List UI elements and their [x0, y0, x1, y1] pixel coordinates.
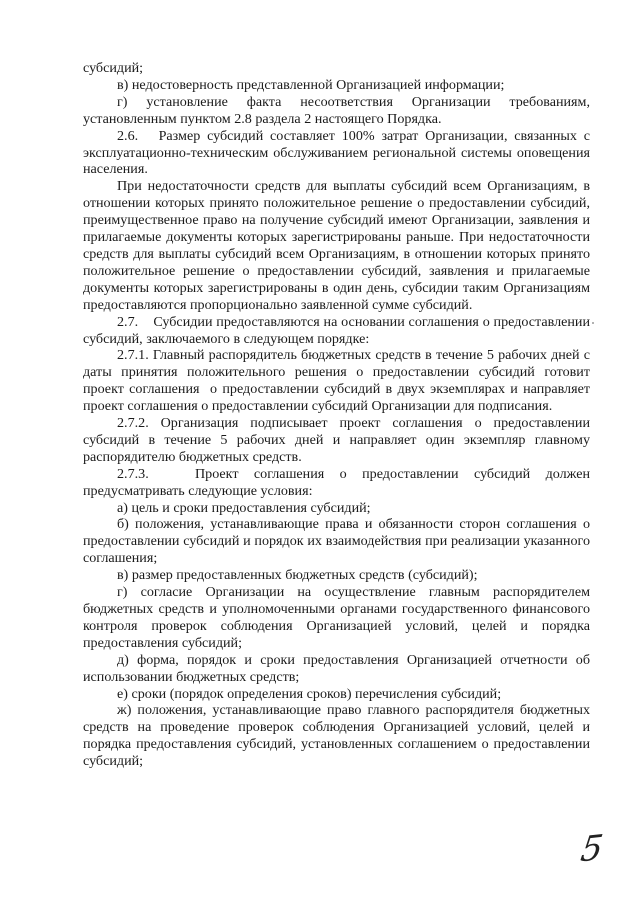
paragraph-continuation: субсидий;	[83, 60, 144, 76]
paragraph-2-7-1: 2.7.1. Главный распорядитель бюджетных средств в течение 5 рабочих дней с даты принятия положительного решения о предоставлении субсидий готовит проект соглашения о предоставлении субсидий в двух экземплярах и направляет проект соглашения о предоставлении субсидий Организации для подписания.	[83, 347, 590, 415]
paragraph-2-6: 2.6. Размер субсидий составляет 100% затрат Организации, связанных с эксплуатационно-техническим обслуживанием региональной системы оповещения населения.	[83, 127, 590, 178]
paragraph-item-g: г) установление факта несоответствия Организации требованиям, установленным пунктом 2.8 раздела 2 настоящего Порядка.	[83, 93, 590, 127]
paragraph-insufficient-funds: При недостаточности средств для выплаты субсидий всем Организациям, в отношении которых принято положительное решение о предоставлении субсидий, преимущественное право на получение субсидий имеют Организации, заявления и прилагаемые документы которых зарегистрированы раньше. При недостаточности средств для выплаты субсидий всем Организациям, в отношении которых принято положительное решение о предоставлении субсидий, заявления и прилагаемые документы которых зарегистрированы в один день, субсидии таким Организациям предоставляются пропорционально заявленной сумме субсидий.	[83, 178, 590, 313]
paragraph-2-7-3: 2.7.3. Проект соглашения о предоставлении субсидий должен предусматривать следующие условия:	[83, 465, 590, 499]
condition-g: г) согласие Организации на осуществление главным распорядителем бюджетных средств и уполномоченными органами государственного финансового контроля проверок соблюдения Организацией условий, целей и порядка предоставления субсидий;	[83, 584, 590, 651]
condition-zh: ж) положения, устанавливающие право главного распорядителя бюджетных средств на проведение проверок соблюдения Организацией условий, целей и порядка предоставления субсидий, установленных соглашением о предоставлении субсидий;	[83, 702, 590, 770]
scan-speck	[592, 322, 594, 324]
paragraph-2-7-2: 2.7.2. Организация подписывает проект соглашения о предоставлении субсидий в течение 5 рабочих дней и направляет один экземпляр главному распорядителю бюджетных средств.	[83, 415, 590, 465]
condition-b: б) положения, устанавливающие права и обязанности сторон соглашения о предоставлении субсидий и порядок их взаимодействия при реализации указанного соглашения;	[83, 516, 590, 567]
condition-d: д) форма, порядок и сроки предоставления Организацией отчетности об использовании бюджетных средств;	[83, 651, 590, 685]
condition-a: а) цель и сроки предоставления субсидий;	[117, 499, 371, 516]
page-number: 5	[578, 827, 606, 871]
condition-v: в) размер предоставленных бюджетных средств (субсидий);	[117, 567, 478, 584]
paragraph-2-7: 2.7. Субсидии предоставляются на основании соглашения о предоставлении субсидий, заключаемого в следующем порядке:	[83, 313, 590, 347]
condition-e: е) сроки (порядок определения сроков) перечисления субсидий;	[117, 685, 502, 702]
document-body	[83, 60, 590, 770]
paragraph-item-v: в) недостоверность представленной Организацией информации;	[117, 76, 505, 93]
